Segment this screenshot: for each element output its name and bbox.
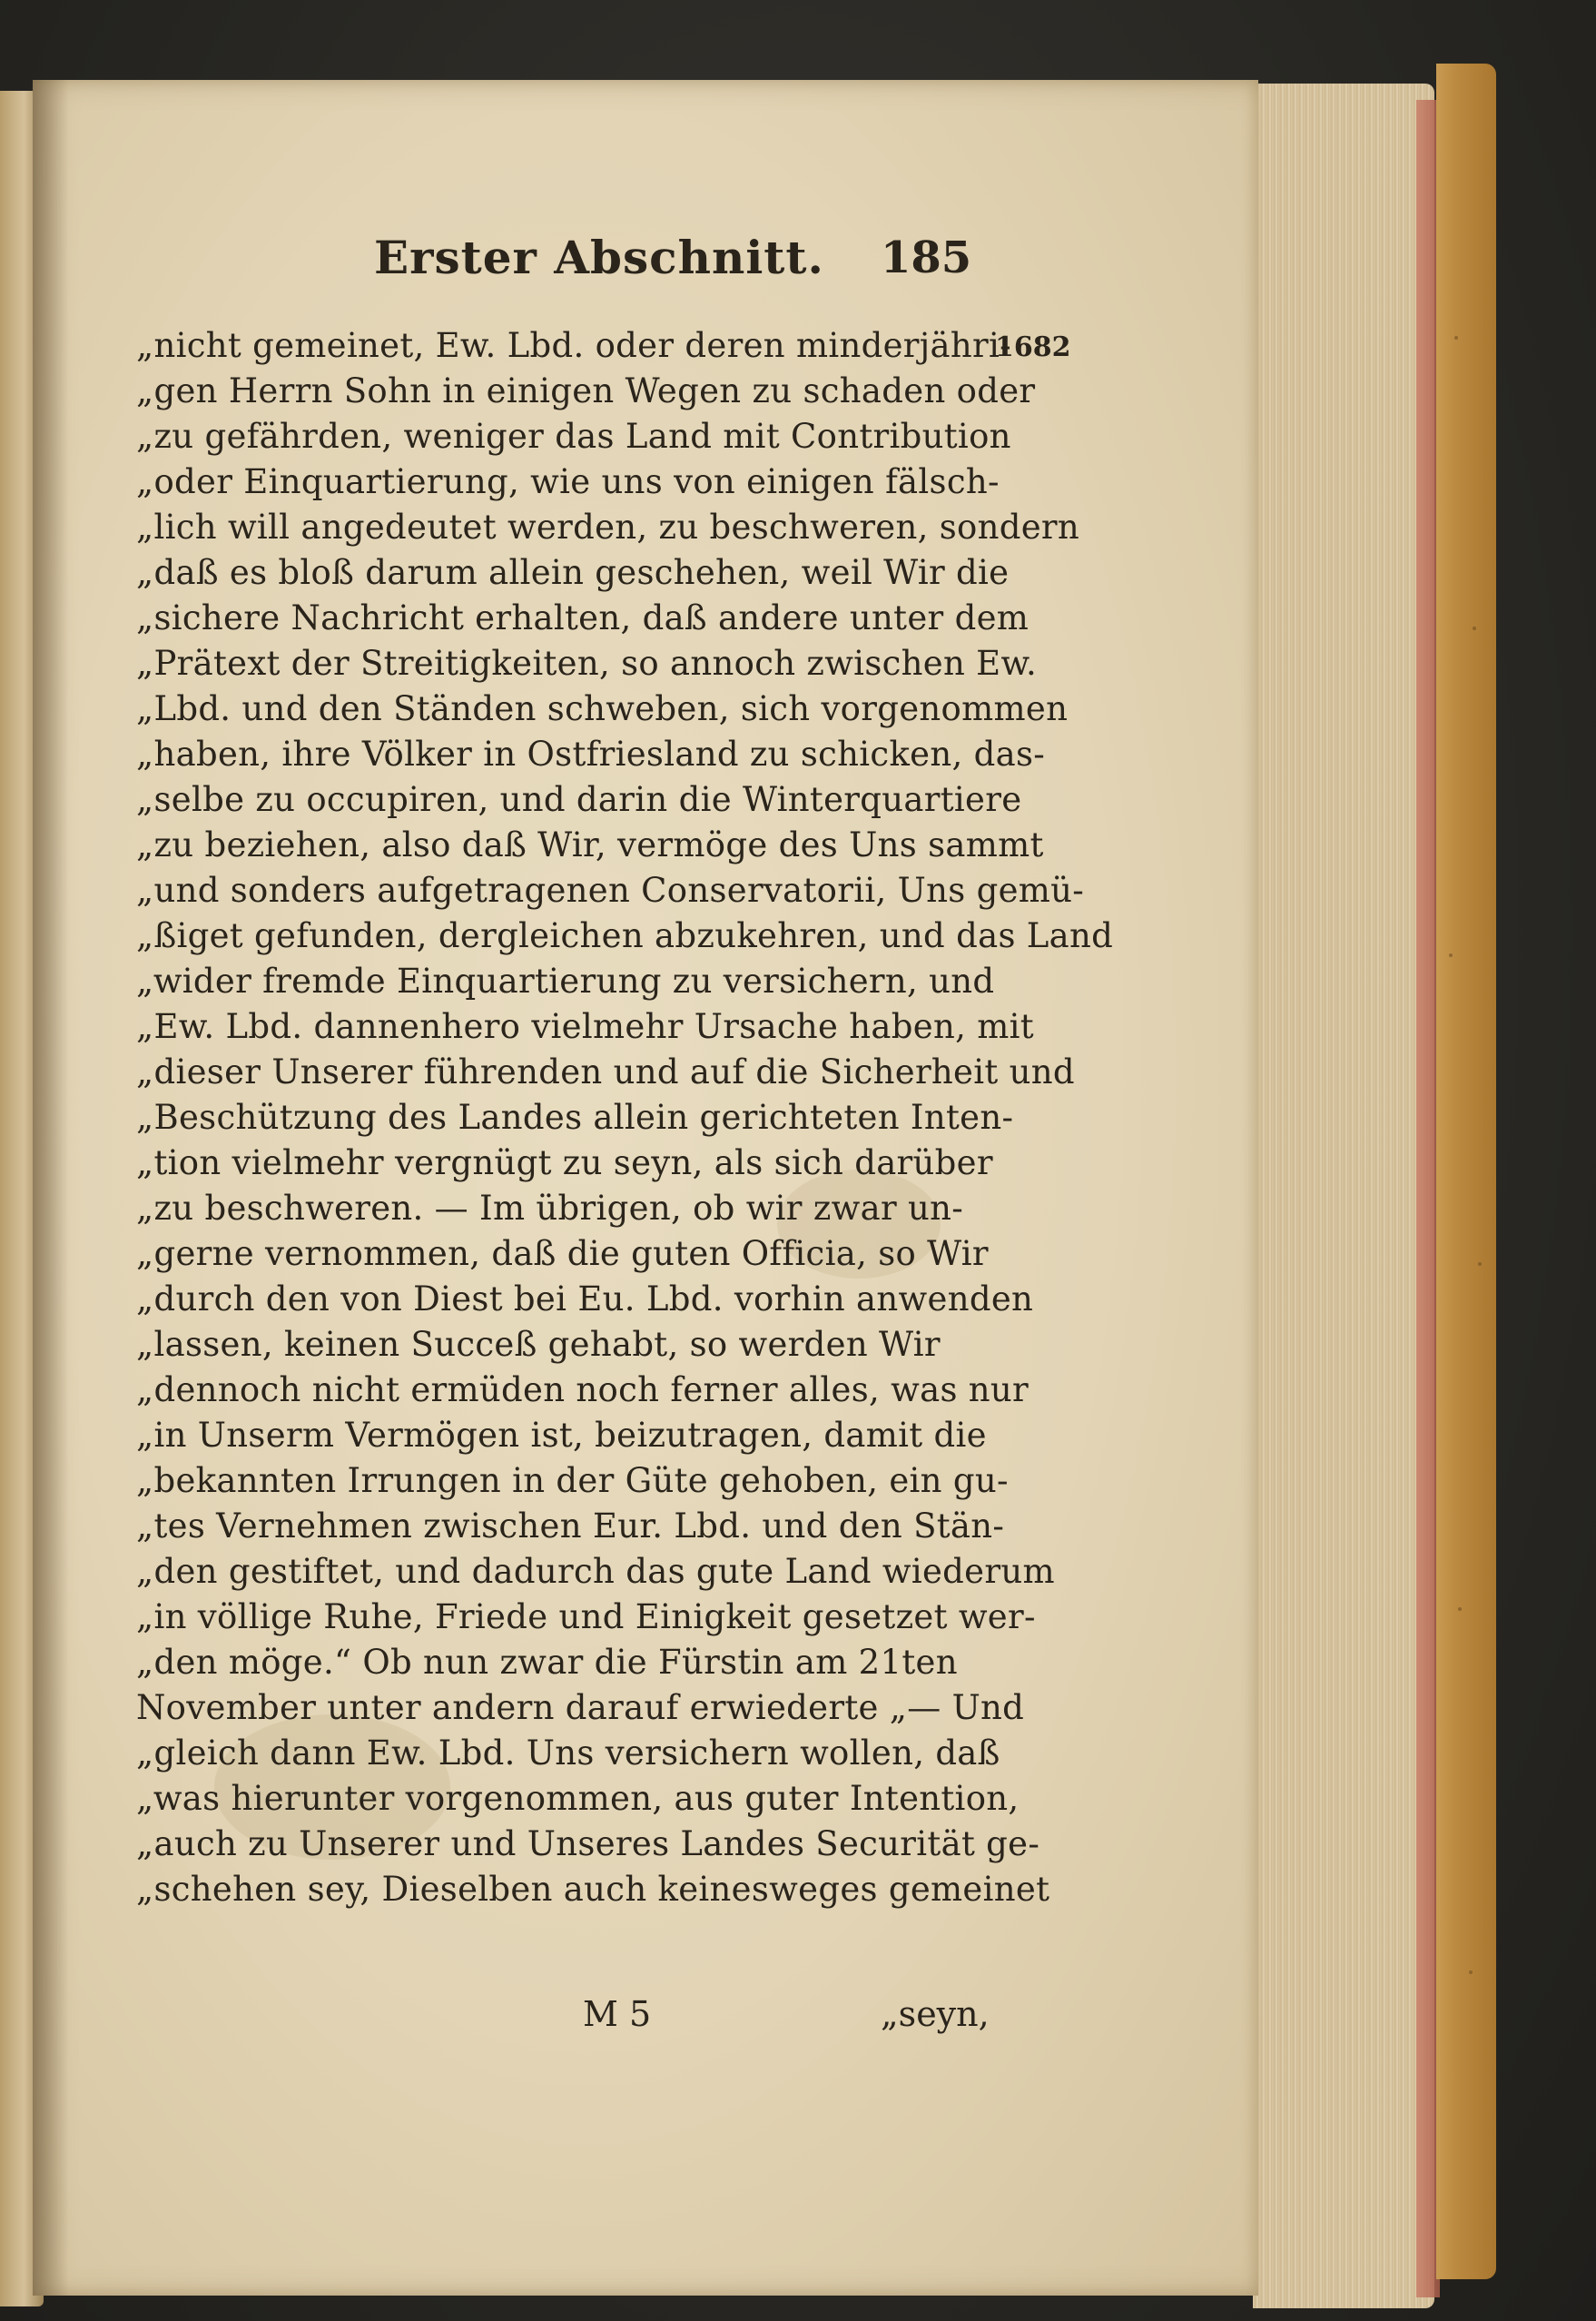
- text-line: „Prätext der Streitigkeiten, so annoch zwischen Ew.: [136, 644, 1038, 683]
- text-line: „sichere Nachricht erhalten, daß andere unter dem: [136, 598, 1030, 637]
- text-line: „bekannten Irrungen in der Güte gehoben, ein gu-: [136, 1461, 1009, 1500]
- text-line: „zu beschweren. — Im übrigen, ob wir zwar un-: [136, 1189, 964, 1228]
- text-line: „nicht gemeinet, Ew. Lbd. oder deren minderjähri-: [136, 326, 1011, 365]
- text-line: „lich will angedeutet werden, zu beschweren, sondern: [136, 508, 1080, 547]
- text-line: „dieser Unserer führenden und auf die Sicherheit und: [136, 1052, 1075, 1091]
- text-line: „Ew. Lbd. dannenhero vielmehr Ursache haben, mit: [136, 1007, 1034, 1046]
- catchword: „seyn,: [881, 1994, 990, 2034]
- book-cover-board: [1436, 64, 1496, 2279]
- text-line: „was hierunter vorgenommen, aus guter Intention,: [136, 1779, 1020, 1818]
- text-line: „gleich dann Ew. Lbd. Uns versichern wollen, daß: [136, 1733, 1000, 1773]
- signature-mark: M 5: [583, 1994, 652, 2034]
- text-line: „wider fremde Einquartierung zu versichern, und: [136, 962, 995, 1001]
- text-line: „und sonders aufgetragenen Conservatorii, Uns gemü-: [136, 871, 1085, 910]
- text-line: „Beschützung des Landes allein gerichteten Inten-: [136, 1098, 1014, 1137]
- text-line: „den gestiftet, und dadurch das gute Land wiederum: [136, 1552, 1055, 1591]
- text-line: „lassen, keinen Succeß gehabt, so werden Wir: [136, 1325, 941, 1364]
- page-stack-fore-edge: [1253, 84, 1434, 2308]
- text-line: „auch zu Unserer und Unseres Landes Securität ge-: [136, 1824, 1040, 1863]
- gutter-shadow: [33, 80, 69, 2296]
- text-line: „zu gefährden, weniger das Land mit Contribution: [136, 417, 1011, 456]
- text-line: „dennoch nicht ermüden noch ferner alles, was nur: [136, 1370, 1030, 1409]
- text-line: „ßiget gefunden, dergleichen abzukehren, und das Land: [136, 916, 1114, 955]
- text-line: „selbe zu occupiren, und darin die Winterquartiere: [136, 780, 1022, 819]
- text-line: „tion vielmehr vergnügt zu seyn, als sich darüber: [136, 1143, 993, 1182]
- page-header: [136, 211, 1008, 311]
- text-line: „daß es bloß darum allein geschehen, weil Wir die: [136, 553, 1010, 592]
- text-line: „oder Einquartierung, wie uns von einigen fälsch-: [136, 462, 1000, 501]
- text-line: „in Unserm Vermögen ist, beizutragen, damit die: [136, 1416, 987, 1455]
- text-line: „gerne vernommen, daß die guten Officia, so Wir: [136, 1234, 989, 1273]
- page-number: 185: [881, 232, 972, 283]
- margin-year: 1682: [995, 331, 1071, 363]
- text-line: „gen Herrn Sohn in einigen Wegen zu schaden oder: [136, 371, 1036, 410]
- running-head: Erster Abschnitt.: [374, 231, 824, 284]
- text-line: „haben, ihre Völker in Ostfriesland zu schicken, das-: [136, 735, 1046, 774]
- text-line: „durch den von Diest bei Eu. Lbd. vorhin anwenden: [136, 1279, 1034, 1319]
- text-line: „tes Vernehmen zwischen Eur. Lbd. und den Stän-: [136, 1506, 1005, 1546]
- text-line: „Lbd. und den Ständen schweben, sich vorgenommen: [136, 689, 1069, 728]
- text-line: November unter andern darauf erwiederte „— Und: [136, 1688, 1025, 1727]
- text-line: „schehen sey, Dieselben auch keinesweges gemeinet: [136, 1870, 1050, 1909]
- text-line: „in völlige Ruhe, Friede und Einigkeit gesetzet wer-: [136, 1597, 1036, 1636]
- text-line: „den möge.“ Ob nun zwar die Fürstin am 21ten: [136, 1643, 958, 1682]
- text-line: „zu beziehen, also daß Wir, vermöge des Uns sammt: [136, 825, 1044, 864]
- page-footer: [136, 1990, 1008, 2038]
